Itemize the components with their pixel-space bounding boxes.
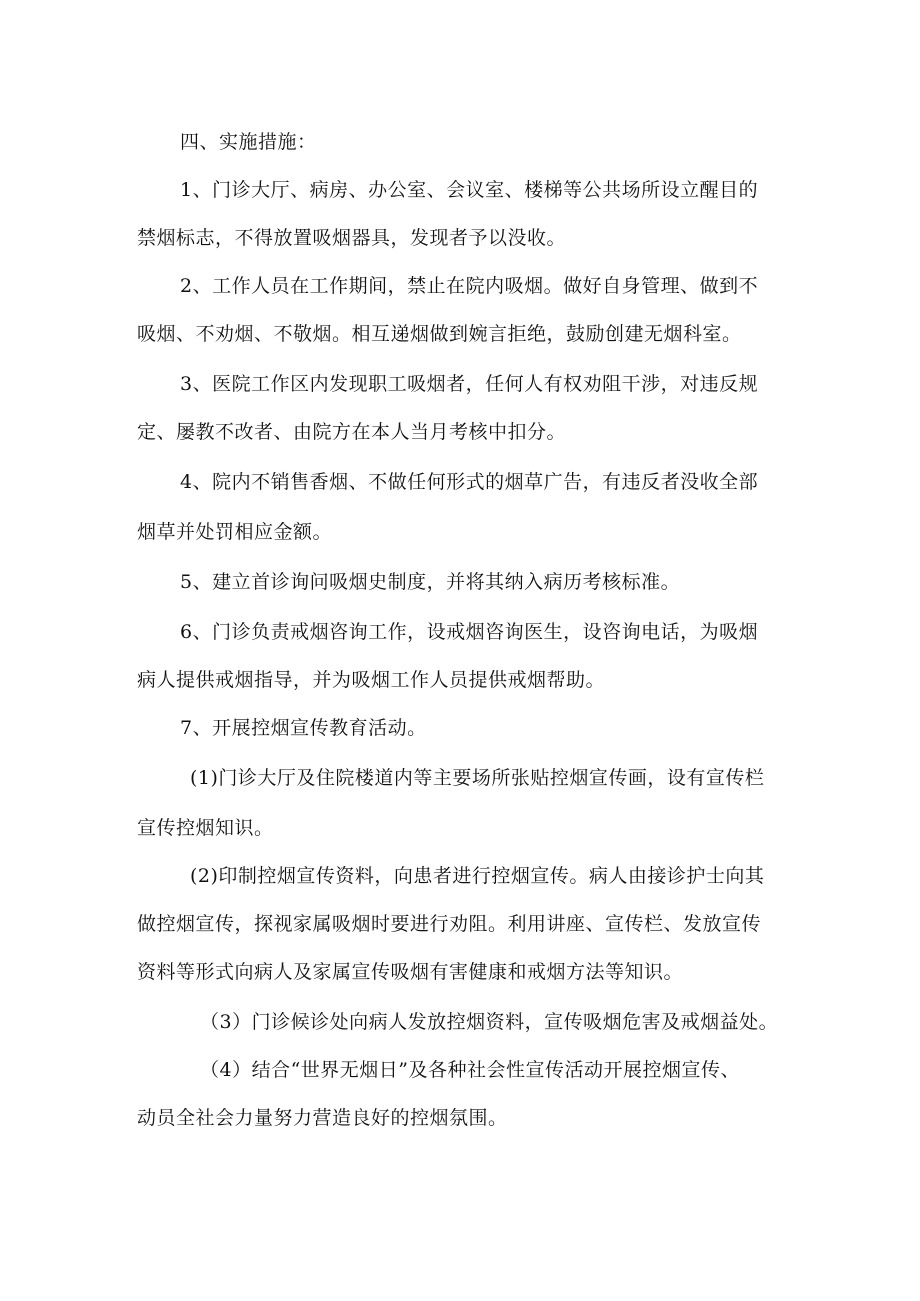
sub-2-line-3: 资料等形式向病人及家属宣传吸烟有害健康和戒烟方法等知识。 xyxy=(137,961,684,983)
item-7-line-1: 7、开展控烟宣传教育活动。 xyxy=(180,717,427,739)
sub-4-line-2: 动员全社会力量努力营造良好的控烟氛围。 xyxy=(137,1107,508,1129)
sub-3-line-1: （3）门诊候诊处向病人发放控烟资料，宣传吸烟危害及戒烟益处。 xyxy=(200,1011,779,1033)
item-2-line-2: 吸烟、不劝烟、不敬烟。相互递烟做到婉言拒绝，鼓励创建无烟科室。 xyxy=(137,323,742,345)
item-1-line-2: 禁烟标志，不得放置吸烟器具，发现者予以没收。 xyxy=(137,227,567,249)
item-2-line-1: 2、工作人员在工作期间，禁止在院内吸烟。做好自身管理、做到不 xyxy=(180,275,759,297)
sub-4-line-1: （4）结合“世界无烟日”及各种社会性宣传活动开展控烟宣传、 xyxy=(200,1059,741,1081)
sub-2-line-1: (2)印制控烟宣传资料，向患者进行控烟宣传。病人由接诊护士向其 xyxy=(190,865,765,887)
section-heading: 四、实施措施： xyxy=(180,131,317,153)
item-3-line-2: 定、屡教不改者、由院方在本人当月考核中扣分。 xyxy=(137,421,567,443)
sub-1-line-1: (1)门诊大厅及住院楼道内等主要场所张贴控烟宣传画，设有宣传栏 xyxy=(190,767,765,789)
item-1-line-1: 1、门诊大厅、病房、办公室、会议室、楼梯等公共场所设立醒目的 xyxy=(180,179,759,201)
item-5-line-1: 5、建立首诊询问吸烟史制度，并将其纳入病历考核标准。 xyxy=(180,571,681,593)
item-6-line-1: 6、门诊负责戒烟咨询工作，设戒烟咨询医生，设咨询电话，为吸烟 xyxy=(180,621,759,643)
item-4-line-1: 4、院内不销售香烟、不做任何形式的烟草广告，有违反者没收全部 xyxy=(180,471,759,493)
sub-2-line-2: 做控烟宣传，探视家属吸烟时要进行劝阻。利用讲座、宣传栏、发放宣传 xyxy=(137,913,762,935)
item-4-line-2: 烟草并处罚相应金额。 xyxy=(137,521,333,543)
sub-1-line-2: 宣传控烟知识。 xyxy=(137,817,274,839)
item-6-line-2: 病人提供戒烟指导，并为吸烟工作人员提供戒烟帮助。 xyxy=(137,669,606,691)
item-3-line-1: 3、医院工作区内发现职工吸烟者，任何人有权劝阻干涉，对违反规 xyxy=(180,373,759,395)
